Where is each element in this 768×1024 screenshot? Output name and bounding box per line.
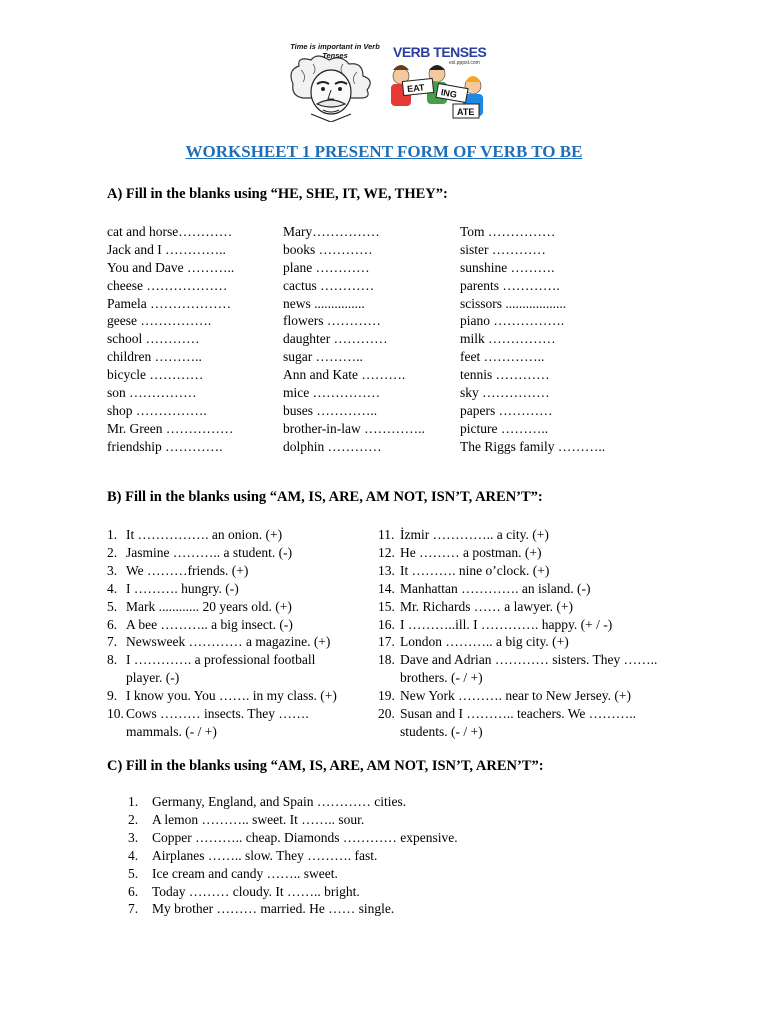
item-number: 7. [107, 634, 118, 650]
logo-url: esl.pppst.com [449, 60, 480, 66]
blank-item: Pamela ……………… [107, 295, 232, 311]
blank-item: Mary…………… [283, 224, 380, 239]
blank-item: flowers ………… [283, 313, 381, 329]
blank-item: cheese ……………… [107, 277, 228, 293]
exercise-item [107, 580, 369, 598]
item-number: 4. [107, 580, 118, 596]
blank-item: parents …………. [460, 277, 560, 293]
blank-item: sky …………… [460, 385, 550, 401]
exercise-item [378, 687, 678, 705]
blank-item: Tom …………… [460, 224, 556, 239]
blank-item: shop ……………. [107, 402, 207, 418]
item-text: He ……… a postman. (+) [400, 544, 542, 560]
item-text: A bee ……….. a big insect. (-) [126, 616, 293, 632]
item-number: 11. [378, 527, 395, 542]
einstein-caption: Time is important in Verb Tenses [290, 42, 380, 60]
item-text: İzmir ………….. a city. (+) [400, 527, 549, 542]
exercise-item [107, 687, 369, 705]
svg-text:ATE: ATE [457, 107, 475, 117]
exercise-item [107, 633, 369, 651]
exercise-item [107, 598, 369, 616]
blank-item: You and Dave ……….. [107, 259, 235, 275]
item-text: player. (-) [126, 670, 180, 686]
item-number: 5. [107, 598, 118, 614]
item-text: Airplanes …….. slow. They ………. fast. [152, 847, 378, 863]
item-number: 12. [378, 544, 395, 560]
item-number: 18. [378, 652, 395, 668]
item-number: 2. [107, 544, 118, 560]
exercise-item [128, 793, 458, 811]
item-text: We ………friends. (+) [126, 562, 249, 578]
item-text: A lemon ……….. sweet. It …….. sour. [152, 811, 365, 827]
section-b-list-left [107, 526, 369, 741]
item-text: It ……………. an onion. (+) [126, 527, 283, 542]
exercise-item [378, 598, 678, 616]
item-text: Dave and Adrian ………… sisters. They …….. [400, 652, 658, 668]
blank-item: mice …………… [283, 385, 381, 401]
section-c-heading: C) Fill in the blanks using “AM, IS, ARE, AM NOT, ISN’T, AREN’T”: [107, 758, 544, 774]
blank-item: milk …………… [460, 331, 556, 347]
item-text: I …………. a professional football [126, 652, 316, 668]
exercise-item [128, 883, 458, 901]
blank-item: sunshine ………. [460, 259, 555, 275]
item-text: Copper ……….. cheap. Diamonds ………… expensive. [152, 829, 458, 845]
blank-item: plane ………… [283, 259, 370, 275]
exercise-item [378, 526, 678, 544]
item-text: Ice cream and candy …….. sweet. [152, 865, 338, 881]
item-text: mammals. (- / +) [126, 723, 217, 739]
blank-item: books ………… [283, 241, 373, 257]
blank-item: dolphin ………… [283, 438, 382, 454]
exercise-item [107, 544, 369, 562]
item-text: London ……….. a big city. (+) [400, 634, 569, 650]
exercise-item [378, 651, 678, 687]
exercise-item [378, 616, 678, 634]
item-number: 2. [128, 811, 139, 827]
item-number: 17. [378, 634, 395, 650]
section-c-list [128, 793, 458, 918]
blank-item: Jack and I ………….. [107, 241, 226, 257]
item-number: 8. [107, 652, 118, 668]
item-text: Mr. Richards …… a lawyer. (+) [400, 598, 573, 614]
item-text: I ………..ill. I …………. happy. (+ / -) [400, 616, 613, 632]
blank-item: brother-in-law ………….. [283, 420, 425, 436]
item-text: My brother ……… married. He …… single. [152, 901, 395, 917]
item-number: 6. [107, 616, 118, 632]
section-b-list-right [378, 526, 678, 741]
exercise-item [128, 900, 458, 918]
blank-item: feet ………….. [460, 349, 545, 365]
blank-item: scissors .................. [460, 295, 567, 311]
item-number: 3. [107, 562, 118, 578]
worksheet-title: WORKSHEET 1 PRESENT FORM OF VERB TO BE [185, 142, 583, 161]
item-text: Jasmine ……….. a student. (-) [126, 544, 293, 560]
section-a-column-1 [107, 223, 234, 456]
item-number: 16. [378, 616, 395, 632]
item-text: Newsweek ………… a magazine. (+) [126, 634, 331, 650]
item-number: 4. [128, 847, 139, 863]
blank-item: children ……….. [107, 349, 202, 365]
blank-item: friendship …………. [107, 438, 223, 454]
item-number: 7. [128, 901, 139, 917]
blank-item: tennis ………… [460, 367, 550, 383]
item-text: students. (- / +) [400, 723, 483, 739]
item-text: New York ………. near to New Jersey. (+) [400, 688, 631, 704]
section-a-heading: A) Fill in the blanks using “HE, SHE, IT, WE, THEY”: [107, 186, 448, 202]
blank-item: school ………… [107, 331, 200, 347]
item-text: I ………. hungry. (-) [126, 580, 239, 596]
item-number: 9. [107, 688, 118, 704]
section-a-column-3 [460, 223, 605, 456]
item-text: brothers. (- / +) [400, 670, 483, 686]
item-text: Susan and I ……….. teachers. We ……….. [400, 706, 636, 722]
blank-item: buses ………….. [283, 402, 378, 418]
item-number: 3. [128, 829, 139, 845]
exercise-item [378, 580, 678, 598]
blank-item: cactus ………… [283, 277, 375, 293]
blank-item: sister ………… [460, 241, 546, 257]
exercise-item [128, 829, 458, 847]
einstein-cartoon-image [283, 40, 383, 122]
section-b-heading: B) Fill in the blanks using “AM, IS, ARE, AM NOT, ISN’T, AREN’T”: [107, 489, 543, 505]
svg-text:EAT: EAT [406, 82, 425, 95]
blank-item: news ............... [283, 295, 365, 311]
item-number: 1. [128, 794, 139, 809]
blank-item: daughter ………… [283, 331, 388, 347]
blank-item: piano ……………. [460, 313, 565, 329]
exercise-item [378, 633, 678, 651]
item-number: 19. [378, 688, 395, 704]
svg-text:ING: ING [440, 87, 458, 100]
logo-title: VERB TENSES [393, 44, 487, 60]
item-text: I know you. You ……. in my class. (+) [126, 688, 337, 704]
blank-item: The Riggs family ……….. [460, 438, 606, 454]
blank-item: Ann and Kate ………. [283, 367, 406, 383]
section-a-column-2 [283, 223, 425, 456]
header-illustration [283, 40, 493, 122]
item-text: Today ……… cloudy. It …….. bright. [152, 883, 360, 899]
blank-item: Mr. Green …………… [107, 420, 234, 436]
blank-item: cat and horse………… [107, 224, 233, 239]
item-text: Manhattan …………. an island. (-) [400, 580, 591, 596]
exercise-item [107, 651, 369, 687]
exercise-item [107, 526, 369, 544]
exercise-item [107, 616, 369, 634]
exercise-item [378, 705, 678, 741]
item-text: Germany, England, and Spain ………… cities. [152, 794, 407, 809]
item-number: 15. [378, 598, 395, 614]
exercise-item [128, 811, 458, 829]
item-text: Mark ............ 20 years old. (+) [126, 598, 292, 614]
blank-item: picture ……….. [460, 420, 549, 436]
blank-item: bicycle ………… [107, 367, 204, 383]
blank-item: papers ………… [460, 402, 553, 418]
exercise-item [378, 562, 678, 580]
item-number: 6. [128, 883, 139, 899]
exercise-item [378, 544, 678, 562]
item-number: 5. [128, 865, 139, 881]
item-number: 1. [107, 527, 118, 542]
blank-item: geese ……………. [107, 313, 212, 329]
blank-item: son …………… [107, 385, 197, 401]
item-number: 13. [378, 562, 395, 578]
exercise-item [128, 865, 458, 883]
blank-item: sugar ……….. [283, 349, 363, 365]
exercise-item [107, 705, 369, 741]
item-text: It ………. nine o’clock. (+) [400, 562, 550, 578]
exercise-item [107, 562, 369, 580]
item-text: Cows ……… insects. They ……. [126, 706, 309, 722]
item-number: 20. [378, 706, 395, 722]
exercise-item [128, 847, 458, 865]
item-number: 10. [107, 706, 124, 722]
item-number: 14. [378, 580, 395, 596]
